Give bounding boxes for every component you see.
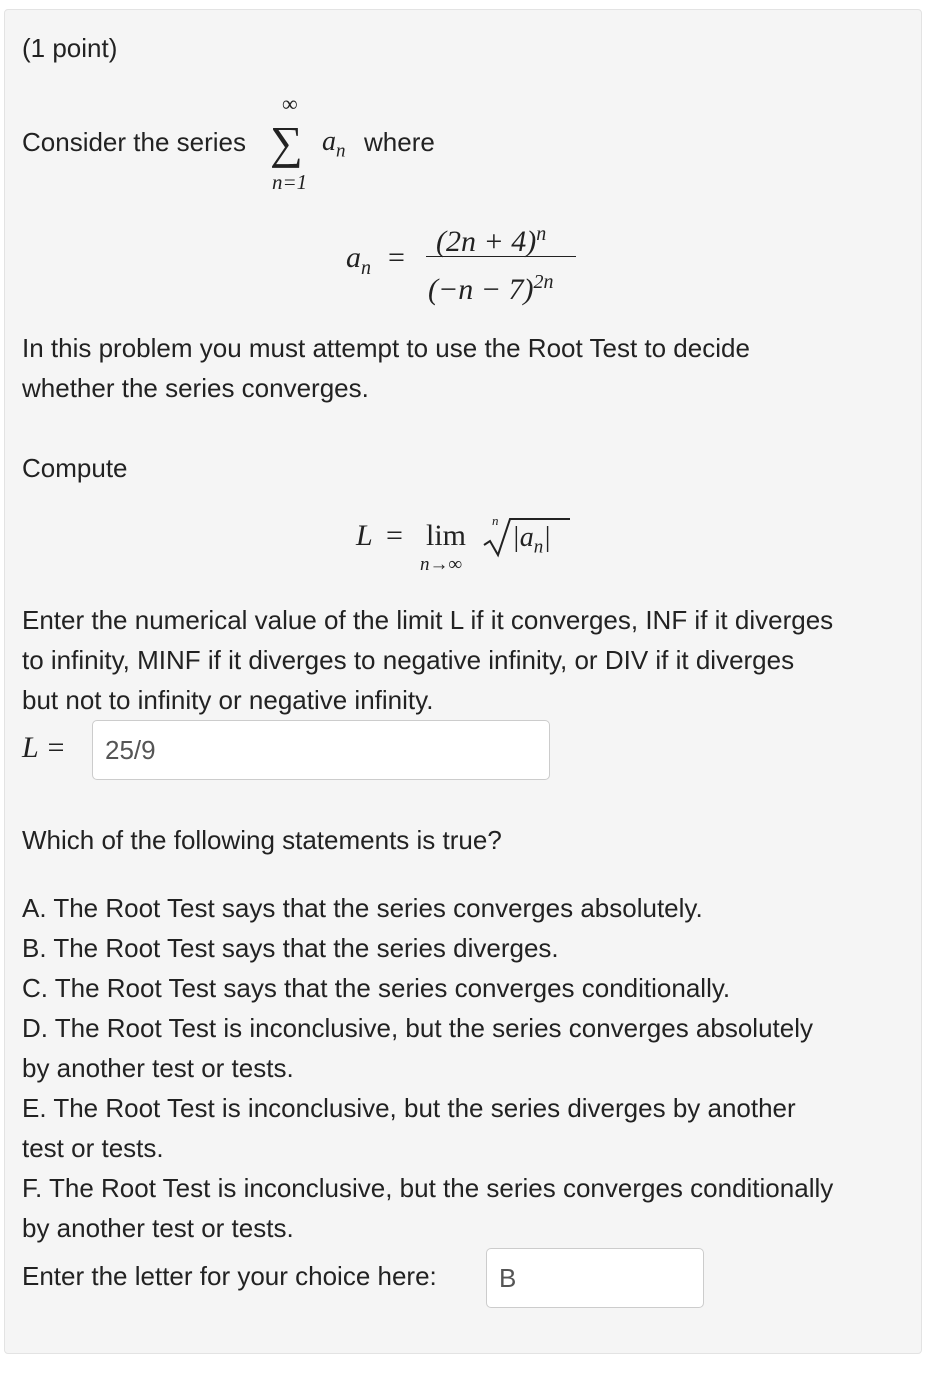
option-d-continued: by another test or tests.	[22, 1053, 294, 1083]
option-b: B. The Root Test says that the series diverges.	[22, 933, 559, 963]
sum-lower-limit: n=1	[272, 170, 308, 194]
answer-L-label: L =	[22, 731, 66, 764]
sum-term: $a_n$	[322, 126, 346, 162]
option-f-continued: by another test or tests.	[22, 1213, 294, 1243]
instruction-line-3: but not to infinity or negative infinity.	[22, 685, 434, 715]
an-lhs: $a_n$	[346, 241, 371, 279]
compute-label: Compute	[22, 453, 128, 483]
option-e-continued: test or tests.	[22, 1133, 164, 1163]
limit-L: L	[356, 519, 373, 552]
option-f: F. The Root Test is inconclusive, but the series converges conditionally	[22, 1173, 834, 1203]
option-e: E. The Root Test is inconclusive, but the series diverges by another	[22, 1093, 796, 1123]
root-index: n	[492, 513, 499, 528]
sum-upper-limit: ∞	[282, 91, 298, 116]
limit-subscript: n→∞	[420, 554, 463, 575]
points-label: (1 point)	[22, 33, 118, 63]
consider-text: Consider the series	[22, 127, 246, 157]
sum-symbol: ∑	[270, 117, 303, 168]
option-a: A. The Root Test says that the series converges absolutely.	[22, 893, 703, 923]
limit-lim: lim	[426, 519, 467, 552]
instruction-line-2: to infinity, MINF if it diverges to negative infinity, or DIV if it diverges	[22, 645, 795, 675]
choice-label: Enter the letter for your choice here:	[22, 1261, 437, 1291]
radicand: $|a_n|$	[512, 522, 551, 558]
an-equals: =	[388, 241, 405, 274]
option-d: D. The Root Test is inconclusive, but the series converges absolutely	[22, 1013, 814, 1043]
limit-equals: =	[386, 519, 403, 552]
choice-answer-input[interactable]: B	[486, 1248, 704, 1308]
limit-answer-input[interactable]: 25/9	[92, 720, 550, 780]
fraction-bar	[426, 256, 576, 257]
intro-line-1: In this problem you must attempt to use the Root Test to decide	[22, 333, 750, 363]
intro-line-2: whether the series converges.	[22, 373, 369, 403]
fraction-denominator: $(-n - 7)^{2n}$	[428, 271, 554, 306]
question-text: Which of the following statements is true?	[22, 825, 502, 855]
instruction-line-1: Enter the numerical value of the limit L if it converges, INF if it diverges	[22, 605, 834, 635]
fraction-numerator: $(2n + 4)^n$	[436, 223, 547, 258]
where-text: where	[364, 127, 435, 157]
option-c: C. The Root Test says that the series converges conditionally.	[22, 973, 731, 1003]
